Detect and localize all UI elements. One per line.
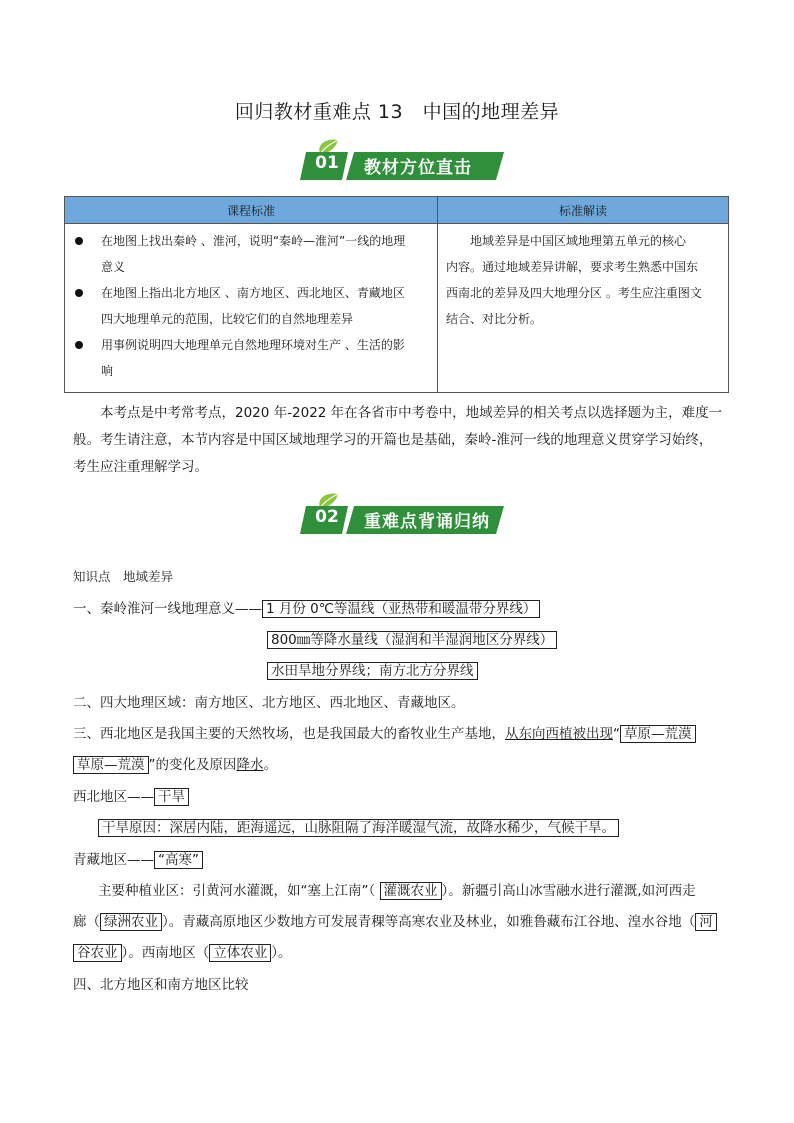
page-title: 回归教材重难点 13 中国的地理差异 (234, 101, 560, 123)
standard-item: 在地图上找出秦岭 、淮河，说明“秦岭—淮河”一线的地理 意义 (71, 228, 431, 280)
bullet-icon (75, 341, 83, 349)
qinling-huaihe-line: 一、秦岭淮河一线地理意义—— 1 月份 0℃等温线（亚热带和暖温带分界线） (73, 599, 540, 619)
standard-item: 在地图上指出北方地区 、南方地区、西北地区、青藏地区 四大地理单元的范围，比较它们的自然地理差异 (71, 280, 431, 332)
bullet-icon (75, 289, 83, 297)
header-standards: 课程标准 (65, 197, 438, 224)
north-south-comparison-heading: 四、北方地区和南方地区比较 (73, 977, 249, 993)
boundary-item: 800㎜等降水量线（湿润和半湿润地区分界线） (267, 631, 557, 649)
highlight-box: 草原—荒漠 (620, 725, 696, 743)
standard-item: 用事例说明四大地理单元自然地理环境对生产 、生活的影 响 (71, 332, 431, 384)
section-banner-1 (298, 138, 508, 182)
section-label: 重难点背诵归纳 (364, 512, 490, 532)
highlight-box: 干旱 (154, 788, 189, 806)
standards-cell (65, 224, 438, 393)
highlight-box: “高寒” (154, 851, 203, 869)
boundary-item: 1 月份 0℃等温线（亚热带和暖温带分界线） (262, 600, 540, 618)
highlight-box: 草原—荒漠 (73, 756, 149, 774)
northwest-line-2: 草原—荒漠 ”的变化及原因降水。 (73, 755, 277, 775)
section-label: 教材方位直击 (364, 158, 472, 178)
northwest-feature: 西北地区—— 干旱 (73, 787, 189, 807)
highlight-box: 绿洲农业 (100, 913, 162, 931)
agri-line-2: 廊（ 绿洲农业 ）。青藏高原地区少数地方可发展青稞等高寒农业及林业，如雅鲁藏布江谷地、湟水谷地（ 河 (73, 912, 717, 932)
qinghai-tibet-feature: 青藏地区—— “高寒” (73, 850, 203, 870)
northwest-line-1: 三、西北地区是我国主要的天然牧场，也是我国最大的畜牧业生产基地，从东向西植被出现“ 草原—荒漠 (73, 724, 696, 744)
agri-line-3: 谷农业 ）。西南地区（ 立体农业 ）。 (73, 943, 292, 963)
drought-reason-box: 干旱原因：深居内陆，距海遥远，山脉阻隔了海洋暖湿气流，故降水稀少，气候干旱。 (98, 819, 619, 837)
intro-paragraph: 本考点是中考常考点，2020 年-2022 年在各省市中考卷中，地域差异的相关考点以选择题为主，难度一 般。考生请注意，本节内容是中国区域地理学习的开篇也是基础，秦岭-淮河一线的地理意义贯穿学习始终， 考生应注重理解学习。 (73, 405, 723, 475)
knowledge-point-heading: 知识点 地域差异 (73, 569, 174, 584)
header-interpretation: 标准解读 (438, 197, 729, 224)
interpretation-cell: 地域差异是中国区域地理第五单元的核心 内容。通过地域差异讲解，要求考生熟悉中国东 西南北的差异及四大地理分区 。考生应注重图文 结合、对比分析。 (438, 224, 729, 393)
section-banner-2 (298, 492, 508, 536)
highlight-box: 立体农业 (209, 944, 271, 962)
bullet-icon (75, 237, 83, 245)
four-regions-line: 二、四大地理区域：南方地区、北方地区、西北地区、青藏地区。 (73, 695, 465, 711)
boundary-item: 水田旱地分界线；南方北方分界线 (267, 662, 478, 680)
standards-table (64, 196, 729, 393)
highlight-box: 灌溉农业 (380, 882, 442, 900)
highlight-box: 谷农业 (73, 944, 122, 962)
section-number: 01 (315, 153, 339, 173)
agri-line-1: 主要种植业区：引黄河水灌溉，如“塞上江南”（ 灌溉农业 ）。新疆引高山冰雪融水进行灌溉,如河西走 (98, 883, 696, 899)
highlight-box: 河 (695, 913, 717, 931)
section-number: 02 (315, 507, 339, 527)
